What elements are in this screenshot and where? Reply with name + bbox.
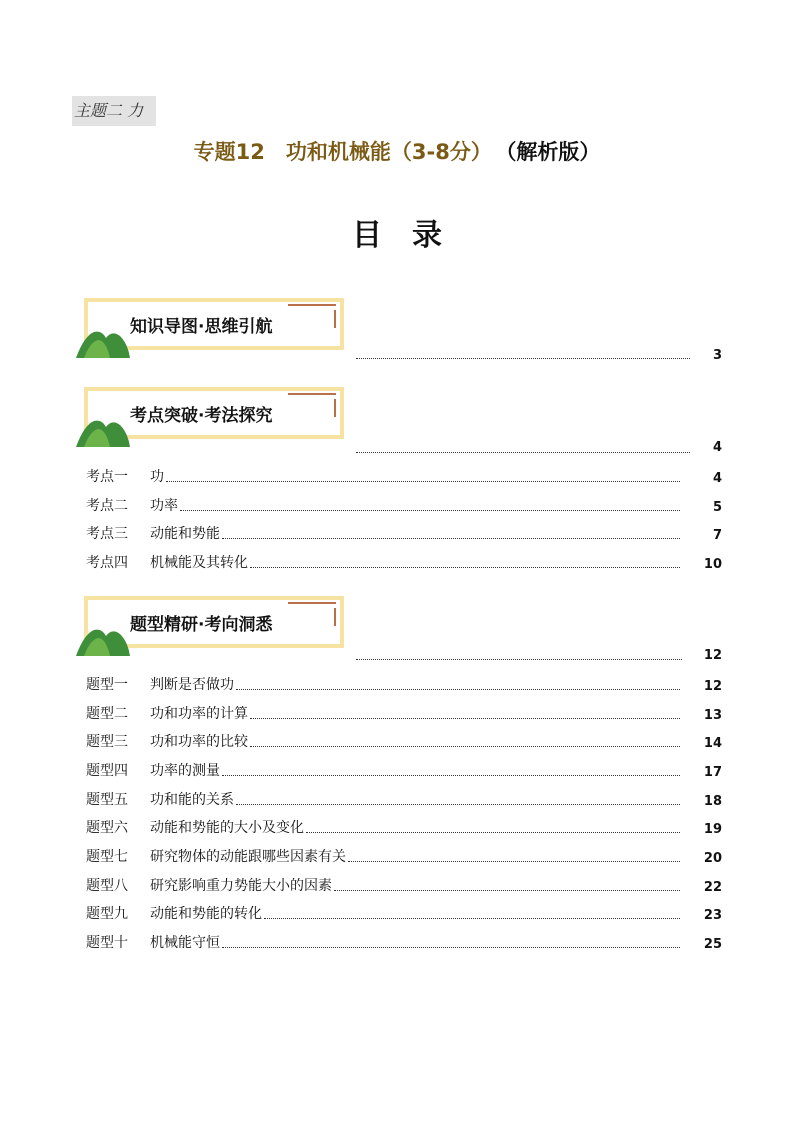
section-label: 知识导图·思维引航 (130, 317, 273, 337)
entry-text: 功和功率的计算 (150, 706, 248, 722)
leader-dots (222, 775, 680, 776)
entry-text: 功率的测量 (150, 763, 220, 779)
page-number: 4 (712, 440, 722, 455)
leader-dots (356, 440, 690, 453)
page-number: 20 (703, 851, 722, 866)
mountain-icon (76, 322, 132, 360)
banner-corner-deco (334, 310, 336, 328)
leader-dots (236, 804, 680, 805)
toc-entry[interactable] (86, 523, 722, 543)
page-number: 10 (703, 557, 722, 572)
banner-corner-deco (334, 608, 336, 626)
page-number: 3 (712, 348, 722, 363)
page-number: 13 (703, 708, 722, 723)
leader-dots (334, 890, 680, 891)
leader-dots (250, 567, 680, 568)
entry-number: 题型五 (86, 792, 128, 808)
entry-number: 题型十 (86, 935, 128, 951)
leader-dots (222, 947, 680, 948)
section-banner-mindmap[interactable] (76, 298, 348, 358)
entry-number: 题型一 (86, 677, 128, 693)
page-number: 14 (703, 736, 722, 751)
toc-entry[interactable] (86, 495, 722, 515)
entry-number: 题型二 (86, 706, 128, 722)
page-title (0, 136, 794, 166)
entry-number: 考点二 (86, 498, 128, 514)
toc-entry[interactable] (86, 875, 722, 895)
entry-text: 动能和势能的大小及变化 (150, 820, 304, 836)
banner-corner-deco (288, 393, 336, 395)
leader-dots (180, 510, 680, 511)
page-number: 22 (703, 880, 722, 895)
entry-text: 机械能守恒 (150, 935, 220, 951)
entry-number: 考点三 (86, 526, 128, 542)
page-number: 5 (712, 500, 722, 515)
entry-number: 题型七 (86, 849, 128, 865)
topic-tag: 主题二 力 (72, 96, 156, 126)
page-number: 12 (703, 648, 722, 663)
banner-corner-deco (334, 399, 336, 417)
toc-heading: 目录 (352, 218, 472, 253)
entry-text: 研究物体的动能跟哪些因素有关 (150, 849, 346, 865)
toc-entry[interactable] (86, 932, 722, 952)
section-banner-tixing[interactable] (76, 596, 348, 656)
page-number: 18 (703, 794, 722, 809)
leader-dots (306, 832, 680, 833)
entry-text: 动能和势能的转化 (150, 906, 262, 922)
page-number: 25 (703, 937, 722, 952)
entry-text: 研究影响重力势能大小的因素 (150, 878, 332, 894)
entry-number: 题型六 (86, 820, 128, 836)
toc-entry[interactable] (86, 552, 722, 572)
toc-entry[interactable] (86, 674, 722, 694)
entry-text: 机械能及其转化 (150, 555, 248, 571)
entry-text: 功率 (150, 498, 178, 514)
page-number: 23 (703, 908, 722, 923)
leader-dots (356, 647, 682, 660)
toc-entry[interactable] (86, 731, 722, 751)
entry-number: 考点一 (86, 469, 128, 485)
title-suffix: （解析版） (505, 140, 601, 164)
leader-dots (356, 346, 690, 359)
page-number: 7 (712, 528, 722, 543)
toc-entry[interactable] (86, 903, 722, 923)
page-number: 19 (703, 822, 722, 837)
toc-entry[interactable] (86, 760, 722, 780)
entry-text: 动能和势能 (150, 526, 220, 542)
page-number: 12 (703, 679, 722, 694)
section-label: 考点突破·考法探究 (130, 406, 273, 426)
banner-corner-deco (288, 304, 336, 306)
entry-text: 功 (150, 469, 164, 485)
mountain-icon (76, 620, 132, 658)
leader-dots (236, 689, 680, 690)
leader-dots (348, 861, 680, 862)
entry-number: 题型八 (86, 878, 128, 894)
entry-text: 功和功率的比较 (150, 734, 248, 750)
title-main: 专题12 功和机械能（3-8分） (193, 140, 492, 164)
entry-text: 判断是否做功 (150, 677, 234, 693)
toc-entry[interactable] (86, 466, 722, 486)
leader-dots (250, 746, 680, 747)
leader-dots (250, 718, 680, 719)
toc-entry[interactable] (86, 789, 722, 809)
entry-number: 考点四 (86, 555, 128, 571)
entry-number: 题型三 (86, 734, 128, 750)
banner-corner-deco (288, 602, 336, 604)
page-number: 4 (712, 471, 722, 486)
section-label: 题型精研·考向洞悉 (130, 615, 273, 635)
entry-number: 题型九 (86, 906, 128, 922)
page-number: 17 (703, 765, 722, 780)
section-banner-kaodian[interactable] (76, 387, 348, 447)
leader-dots (222, 538, 680, 539)
toc-entry[interactable] (86, 817, 722, 837)
toc-entry[interactable] (86, 846, 722, 866)
mountain-icon (76, 411, 132, 449)
leader-dots (264, 918, 680, 919)
entry-text: 功和能的关系 (150, 792, 234, 808)
entry-number: 题型四 (86, 763, 128, 779)
toc-entry[interactable] (86, 703, 722, 723)
leader-dots (166, 481, 680, 482)
